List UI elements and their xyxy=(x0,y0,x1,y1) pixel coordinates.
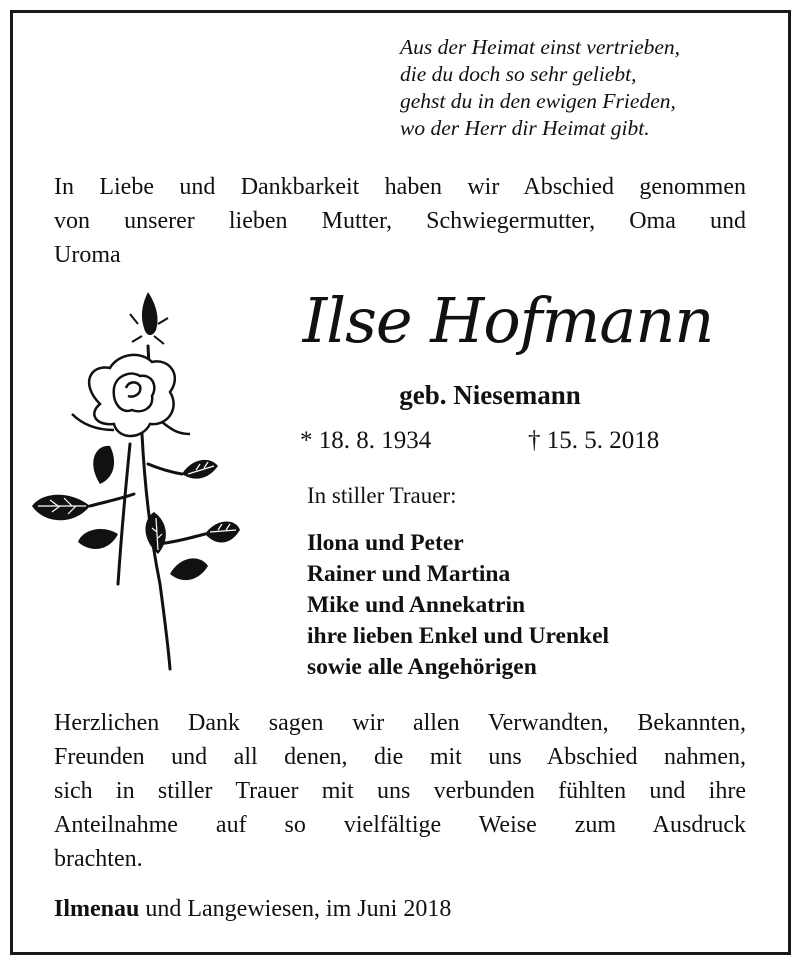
rose-icon xyxy=(30,284,240,674)
intro-line: In Liebe und Dankbarkeit haben wir Abschied genommen xyxy=(54,174,746,200)
poem xyxy=(400,34,680,142)
mourner-name: ihre lieben Enkel und Urenkel xyxy=(307,623,610,649)
poem-line: Aus der Heimat einst vertrieben, xyxy=(400,35,681,59)
intro-line: Uroma xyxy=(54,242,121,268)
thanks-text xyxy=(54,706,746,876)
poem-line: wo der Herr dir Heimat gibt. xyxy=(400,116,650,140)
mourning-heading: In stiller Trauer: xyxy=(307,483,457,508)
thanks-line: Freunden und all denen, die mit uns Abschied nahmen, xyxy=(54,744,746,770)
death-date: † 15. 5. 2018 xyxy=(528,427,660,454)
poem-line: die du doch so sehr geliebt, xyxy=(400,62,637,86)
place-date: und Langewiesen, im Juni 2018 xyxy=(139,896,452,922)
intro-text xyxy=(54,170,746,272)
thanks-line: brachten. xyxy=(54,846,143,872)
intro-line: von unserer lieben Mutter, Schwiegermutter, Oma und xyxy=(54,208,746,234)
mourner-name: Mike und Annekatrin xyxy=(307,592,526,618)
deceased-name: Ilse Hofmann xyxy=(302,284,714,357)
birth-name: geb. Niesemann xyxy=(399,380,581,410)
mourner-name: Rainer und Martina xyxy=(307,561,511,587)
thanks-line: sich in stiller Trauer mit uns verbunden fühlten und ihre xyxy=(54,778,746,804)
mourner-name: Ilona und Peter xyxy=(307,530,464,556)
poem-line: gehst du in den ewigen Frieden, xyxy=(400,89,676,113)
thanks-line: Herzlichen Dank sagen wir allen Verwandten, Bekannten, xyxy=(54,710,746,736)
place-and-date xyxy=(54,892,451,926)
mourner-name: sowie alle Angehörigen xyxy=(307,654,537,680)
thanks-line: Anteilnahme auf so vielfältige Weise zum Ausdruck xyxy=(54,812,746,838)
mourners-list xyxy=(307,528,609,683)
birth-date: * 18. 8. 1934 xyxy=(300,427,432,454)
place-city: Ilmenau xyxy=(54,896,140,922)
